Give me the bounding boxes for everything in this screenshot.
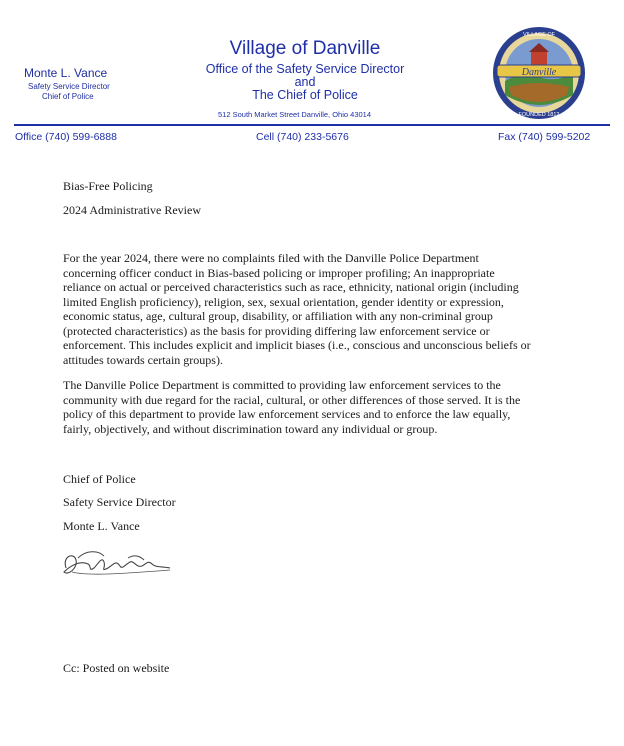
paragraph-1-line: concerning officer conduct in Bias-based policing or improper profiling; An inappropriate	[63, 265, 495, 280]
paragraph-1-line: For the year 2024, there were no complaints filed with the Danville Police Department	[63, 251, 479, 265]
letterhead-role-line1: Safety Service Director	[28, 82, 110, 91]
paragraph-1-line: economic status, age, cultural group, disability, or affiliation with any non-criminal group	[63, 309, 493, 323]
seal-bottom-text: FOUNDED 1812	[518, 112, 560, 118]
paragraph-2-line: fairly, objectively, and without discrimination toward any individual or group.	[63, 421, 438, 436]
village-seal-logo	[491, 25, 587, 121]
signoff-name: Monte L. Vance	[63, 519, 140, 533]
letter-review-title: 2024 Administrative Review	[63, 203, 201, 217]
seal-top-text: VILLAGE OF	[522, 32, 556, 38]
paragraph-1-line: enforcement. This includes explicit and implicit biases (i.e., conscious and unconscious beliefs or	[63, 338, 531, 352]
paragraph-1-line: reliance on actual or perceived characteristics such as race, ethnicity, national origin (including	[63, 280, 519, 294]
cell-phone: Cell (740) 233-5676	[256, 131, 349, 143]
letterhead-divider	[14, 124, 610, 126]
letter-subject: Bias-Free Policing	[63, 179, 153, 193]
paragraph-2	[63, 378, 563, 436]
letterhead-office-line: Office of the Safety Service Director	[205, 62, 405, 76]
letterhead-name: Monte L. Vance	[24, 66, 108, 80]
seal-banner-text: Danville	[521, 67, 557, 78]
handwritten-signature	[58, 546, 178, 582]
paragraph-2-line: community with due regard for the racial, cultural, or other differences of those served. It is the	[63, 392, 521, 407]
paragraph-1-line: (protected characteristics) as the basis for providing differing law enforcement service or	[63, 323, 490, 338]
letterhead-and-line: and	[294, 75, 316, 89]
signoff-chief-of-police: Chief of Police	[63, 472, 136, 486]
paragraph-2-line: The Danville Police Department is committed to providing law enforcement services to the	[63, 378, 501, 392]
letterhead-address: 512 South Market Street Danville, Ohio 43014	[218, 110, 372, 119]
letterhead	[0, 0, 624, 150]
paragraph-2-line: policy of this department to provide law enforcement services and to enforce the law equally,	[63, 407, 511, 421]
letterhead-chief-line: The Chief of Police	[252, 88, 358, 102]
paragraph-1	[63, 251, 563, 367]
signoff-safety-service-director: Safety Service Director	[63, 495, 176, 509]
letterhead-village-title: Village of Danville	[229, 38, 381, 59]
letterhead-role-line2: Chief of Police	[42, 92, 94, 101]
office-phone: Office (740) 599-6888	[15, 131, 117, 143]
fax-number: Fax (740) 599-5202	[498, 131, 591, 143]
paragraph-1-line: limited English proficiency), religion, sex, sexual orientation, gender identity or expression,	[63, 294, 504, 309]
paragraph-1-line: attitudes towards certain groups).	[63, 352, 223, 367]
cc-line: Cc: Posted on website	[63, 661, 170, 675]
